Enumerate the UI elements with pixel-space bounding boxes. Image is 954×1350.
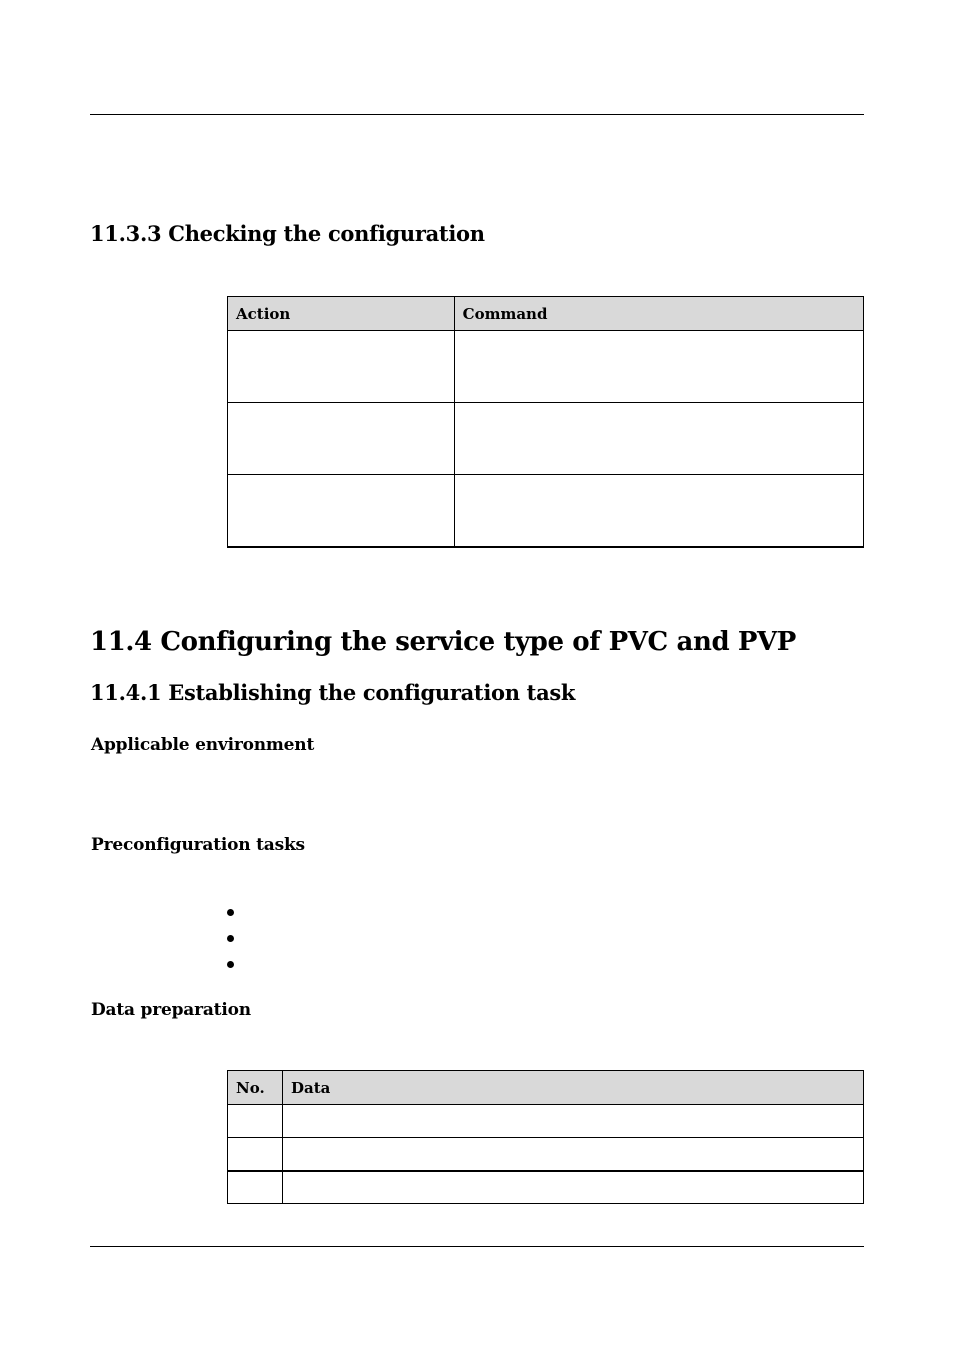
section-heading-11-3-3: 11.3.3 Checking the configuration [90, 221, 485, 246]
check-config-table [227, 296, 864, 548]
command-cell [454, 475, 863, 547]
no-cell [228, 1105, 283, 1138]
no-cell [228, 1171, 283, 1204]
column-header-action: Action [228, 297, 455, 331]
data-cell [282, 1138, 863, 1171]
table-row [228, 1138, 864, 1171]
section-heading-11-4-1: 11.4.1 Establishing the configuration task [90, 680, 576, 705]
table-row [228, 1105, 864, 1138]
command-cell [454, 403, 863, 475]
footer-rule [90, 1246, 864, 1247]
section-heading-11-4: 11.4 Configuring the service type of PVC and PVP [90, 627, 796, 657]
bullet-icon [227, 909, 234, 916]
bullet-icon [227, 961, 234, 968]
subheading-preconfiguration-tasks: Preconfiguration tasks [91, 835, 305, 855]
action-cell [228, 475, 455, 547]
command-cell [454, 331, 863, 403]
data-preparation-table [227, 1070, 864, 1204]
no-cell [228, 1138, 283, 1171]
subheading-data-preparation: Data preparation [91, 1000, 251, 1020]
column-header-data: Data [282, 1071, 863, 1105]
bullet-icon [227, 935, 234, 942]
table-row [228, 403, 864, 475]
header-rule [90, 114, 864, 115]
action-cell [228, 331, 455, 403]
data-cell [282, 1105, 863, 1138]
action-cell [228, 403, 455, 475]
data-cell [282, 1171, 863, 1204]
column-header-no: No. [228, 1071, 283, 1105]
subheading-applicable-environment: Applicable environment [91, 735, 315, 755]
table-row [228, 475, 864, 547]
table-row [228, 1171, 864, 1204]
column-header-command: Command [454, 297, 863, 331]
table-row [228, 331, 864, 403]
